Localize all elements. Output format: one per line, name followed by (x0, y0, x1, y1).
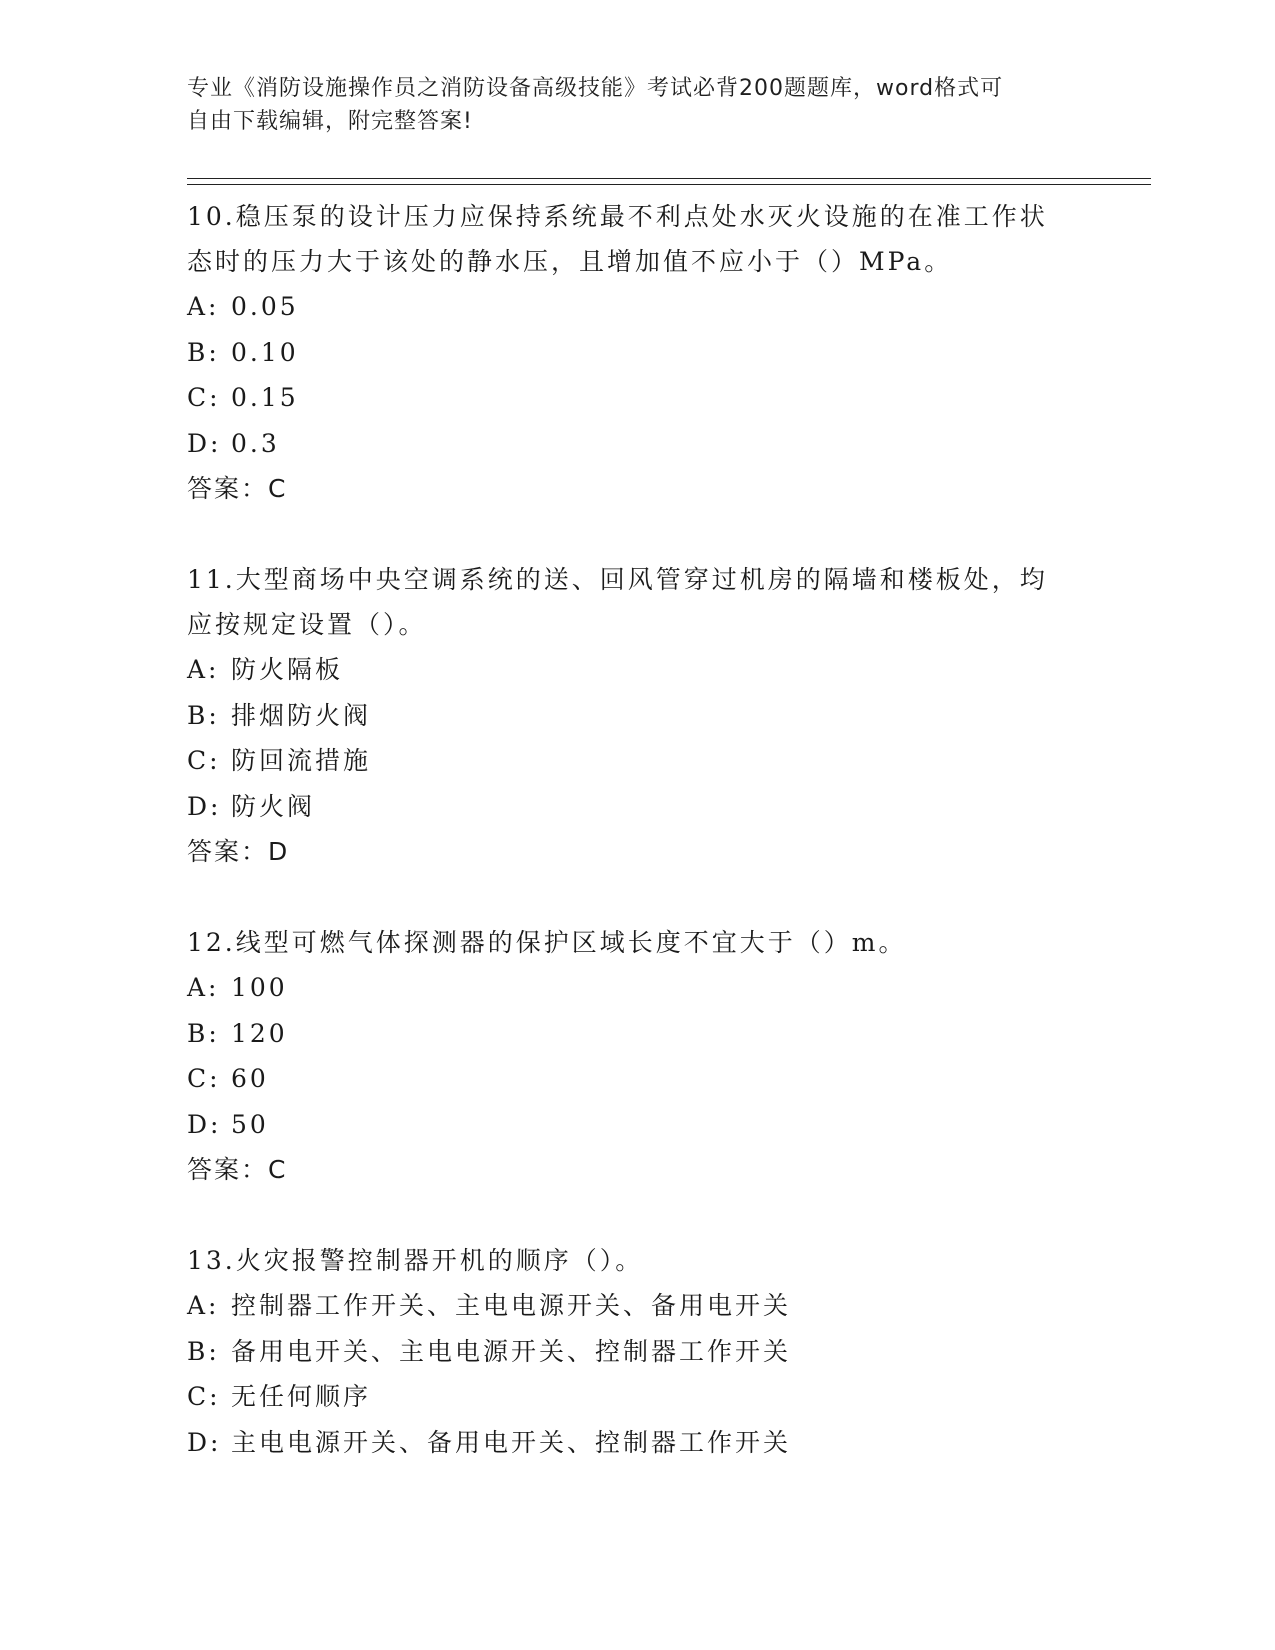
option-text: 主电电源开关、备用电开关、控制器工作开关 (231, 1427, 792, 1457)
option-key: D: (187, 791, 222, 821)
option-d (187, 1102, 1087, 1148)
option-key: B: (187, 700, 220, 730)
question-list (187, 190, 1087, 1465)
option-text: 防火阀 (231, 791, 316, 821)
option-d (187, 421, 1087, 467)
option-text: 控制器工作开关、主电电源开关、备用电开关 (231, 1291, 792, 1320)
question-11 (187, 557, 1087, 874)
answer-line: 答案：C (187, 474, 288, 503)
question-12 (187, 920, 1087, 1192)
option-key: A: (187, 655, 220, 684)
option-a (187, 284, 1087, 330)
option-key: D: (187, 428, 222, 458)
option-text: 120 (231, 1018, 288, 1048)
option-b (187, 693, 1087, 739)
option-d (187, 784, 1087, 830)
option-text: 0.3 (231, 428, 280, 458)
option-c (187, 1056, 1087, 1102)
option-text: 防回流措施 (231, 746, 372, 775)
option-key: C: (187, 383, 221, 412)
option-key: C: (187, 746, 221, 775)
option-a (187, 647, 1087, 693)
option-c (187, 1374, 1087, 1420)
question-stem-line: 应按规定设置（）。 (187, 610, 427, 639)
option-c (187, 375, 1087, 421)
option-text: 无任何顺序 (231, 1382, 372, 1411)
header-line-2: 自由下载编辑，附完整答案! (187, 109, 473, 134)
option-d (187, 1420, 1087, 1466)
option-b (187, 1329, 1087, 1375)
question-10 (187, 194, 1087, 511)
option-key: B: (187, 1336, 220, 1366)
question-stem-line: 11.大型商场中央空调系统的送、回风管穿过机房的隔墙和楼板处，均 (187, 565, 1048, 594)
option-text: 60 (231, 1064, 269, 1093)
answer-line: 答案：D (187, 837, 290, 866)
question-stem-line: 12.线型可燃气体探测器的保护区域长度不宜大于（）m。 (187, 928, 907, 957)
option-a (187, 1283, 1087, 1329)
option-key: A: (187, 1291, 220, 1320)
option-text: 100 (231, 973, 288, 1002)
header-divider-bottom (187, 184, 1151, 185)
option-key: A: (187, 292, 220, 321)
question-stem-line: 态时的压力大于该处的静水压，且增加值不应小于（）MPa。 (187, 247, 953, 276)
option-key: C: (187, 1064, 221, 1093)
option-key: B: (187, 1018, 220, 1048)
option-key: D: (187, 1109, 222, 1139)
option-text: 备用电开关、主电电源开关、控制器工作开关 (231, 1336, 792, 1366)
option-b (187, 330, 1087, 376)
option-text: 0.15 (231, 383, 299, 412)
option-c (187, 738, 1087, 784)
question-stem (187, 194, 1087, 284)
document-header (187, 72, 1087, 138)
option-b (187, 1011, 1087, 1057)
option-key: D: (187, 1427, 222, 1457)
question-stem-line: 13.火灾报警控制器开机的顺序（）。 (187, 1246, 644, 1275)
question-stem (187, 557, 1087, 647)
option-text: 0.10 (231, 337, 299, 367)
option-a (187, 965, 1087, 1011)
option-key: C: (187, 1382, 221, 1411)
answer-line: 答案：C (187, 1155, 288, 1184)
question-13 (187, 1238, 1087, 1465)
question-stem (187, 920, 1087, 965)
question-stem-line: 10.稳压泵的设计压力应保持系统最不利点处水灭火设施的在准工作状 (187, 202, 1048, 231)
option-text: 排烟防火阀 (231, 700, 372, 730)
option-key: B: (187, 337, 220, 367)
option-text: 50 (231, 1109, 269, 1139)
header-divider-top (187, 178, 1151, 179)
question-stem (187, 1238, 1087, 1283)
option-text: 防火隔板 (231, 655, 344, 684)
header-line-1: 专业《消防设施操作员之消防设备高级技能》考试必背200题题库，word格式可 (187, 76, 1004, 101)
option-key: A: (187, 973, 220, 1002)
option-text: 0.05 (231, 292, 299, 321)
